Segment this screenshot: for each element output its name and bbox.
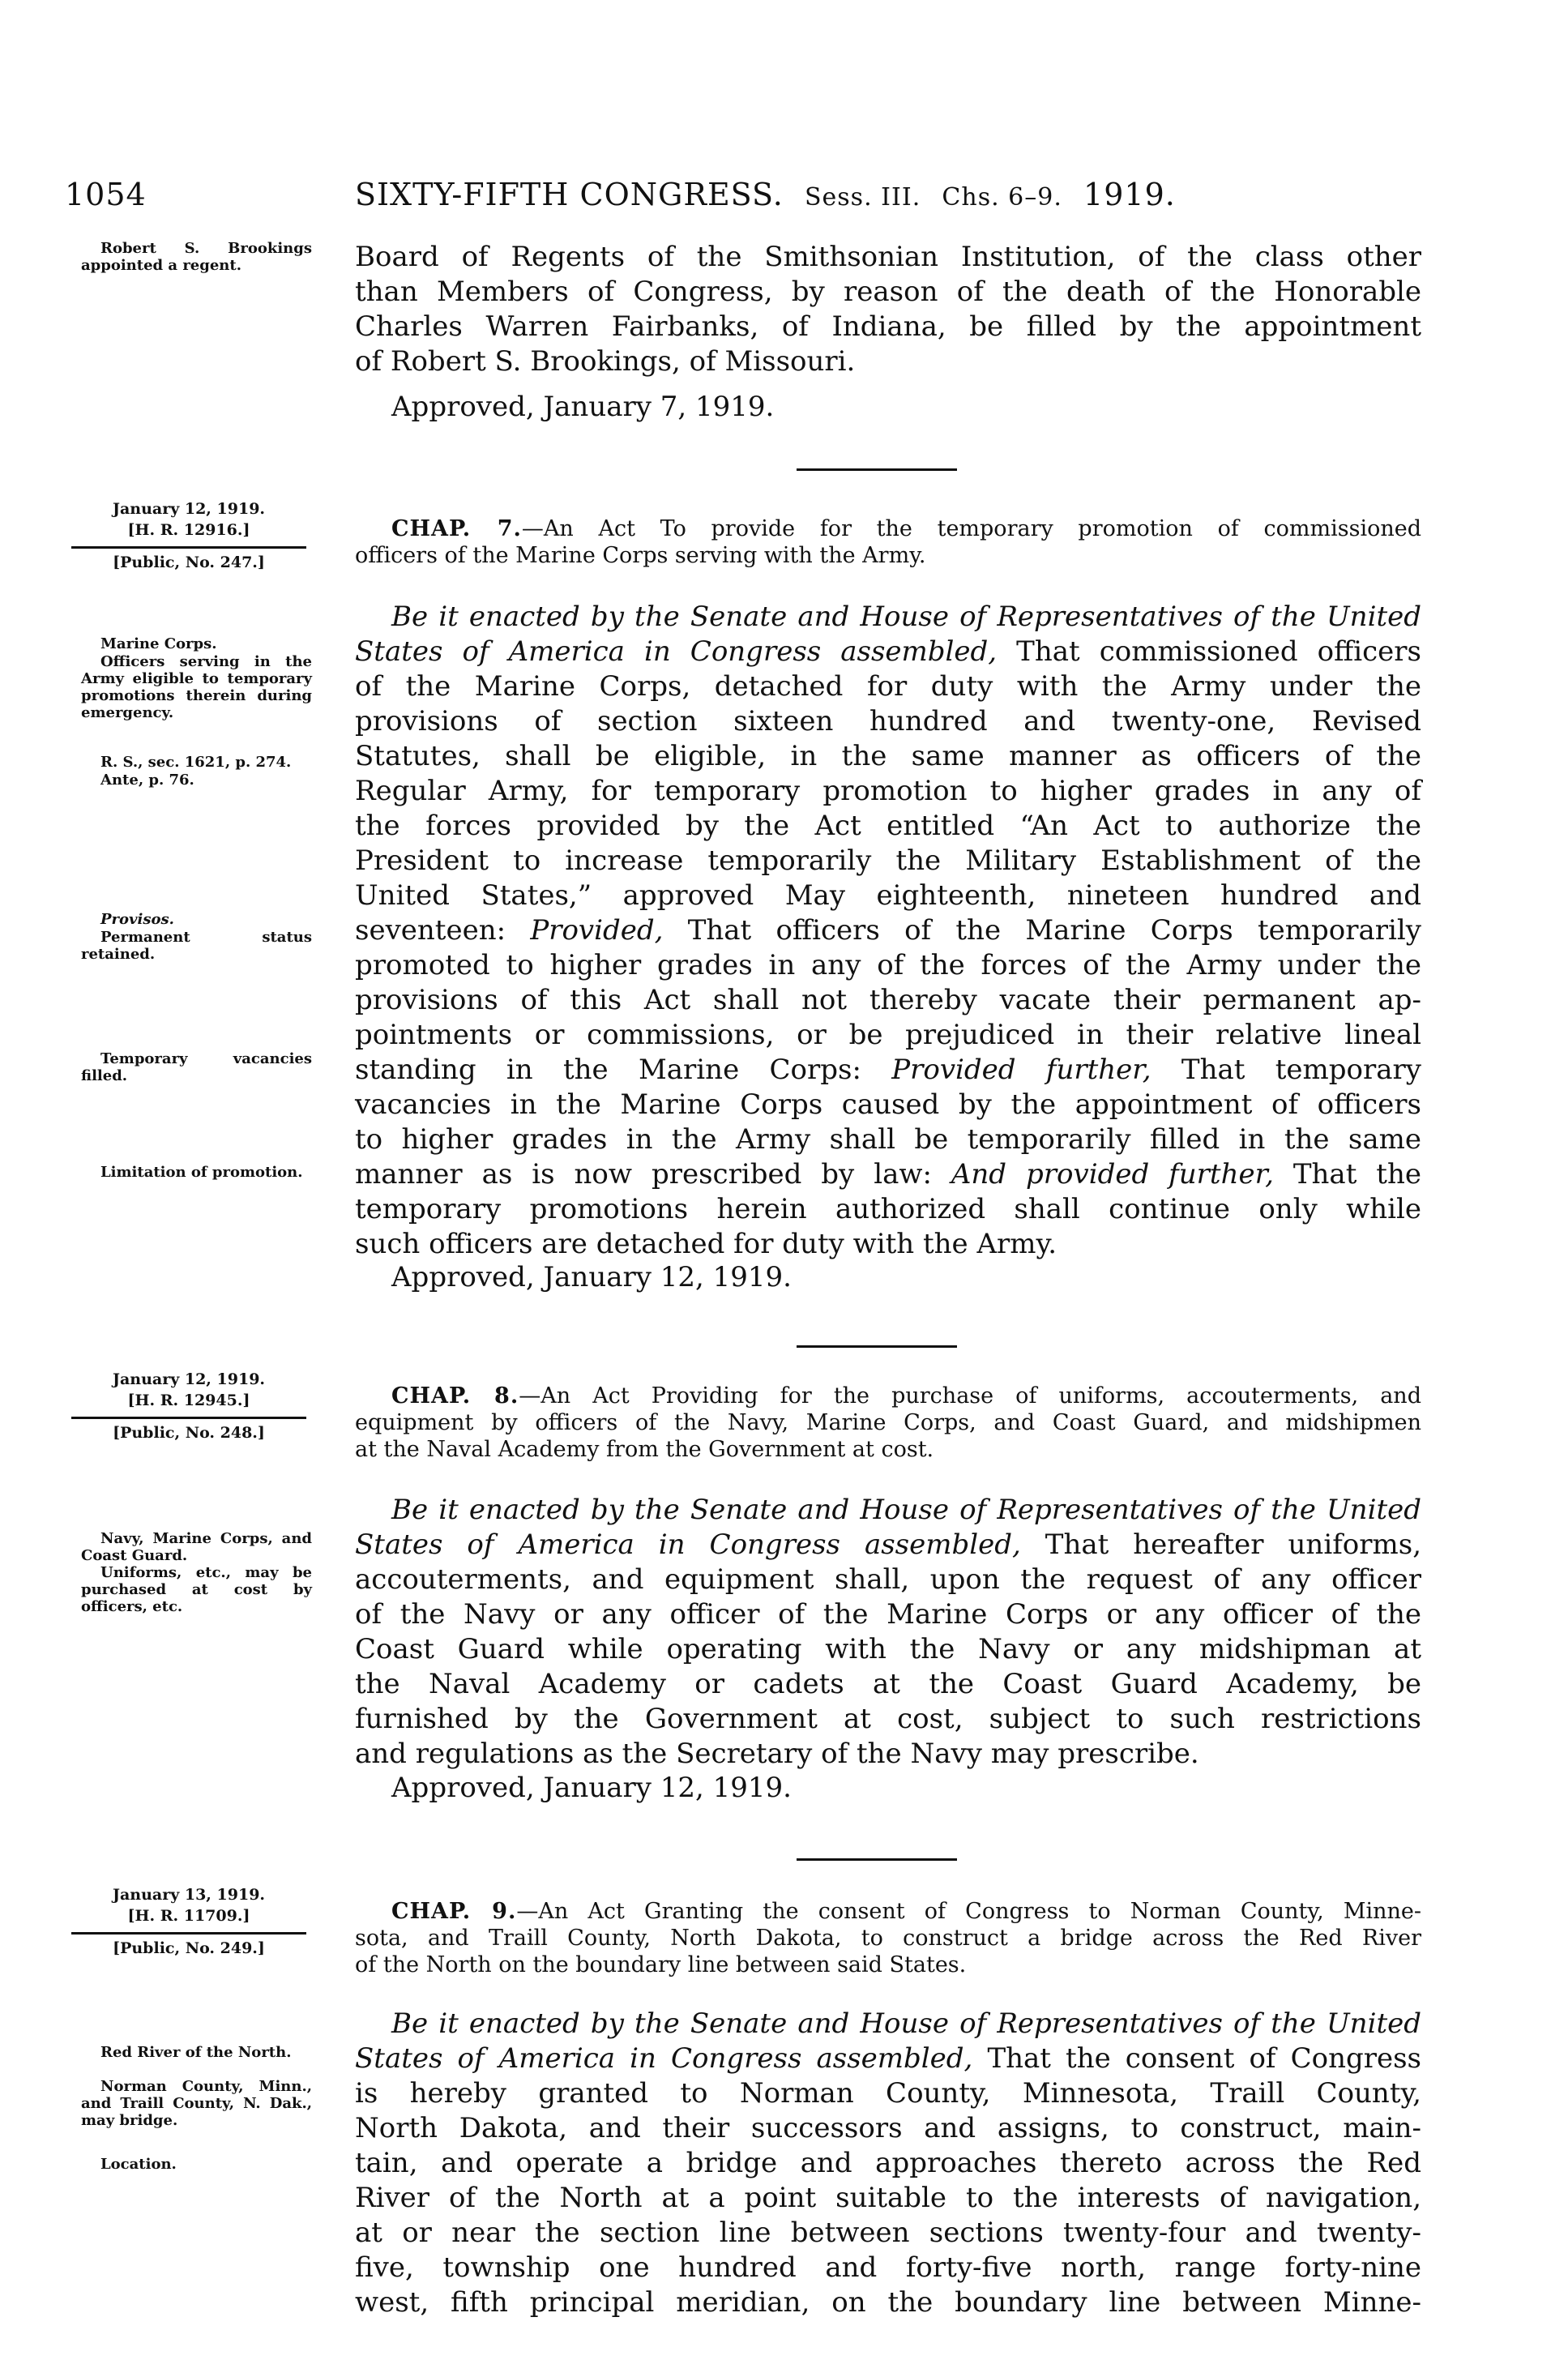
margin-public-number: [Public, No. 249.] <box>113 1939 265 1957</box>
margin-note: Red River of the North. <box>100 2044 292 2061</box>
text-line <box>355 344 1421 379</box>
margin-note: Officers serving in the Army eligible to temporary promotions therein during emergency. <box>81 653 312 721</box>
margin-date: January 12, 1919. <box>112 500 266 518</box>
text-segment: United States,” approved May eighteenth, nineteen hundred and <box>355 879 1421 912</box>
section-rule <box>797 1345 957 1348</box>
text-line <box>355 1088 1421 1122</box>
title-text: —An Act To provide for the temporary promotion of commissioned <box>521 516 1421 541</box>
text-line <box>355 2285 1421 2320</box>
text-segment: and regulations as the Secretary of the Navy may prescribe. <box>355 1738 1199 1770</box>
title-text: sota, and Traill County, North Dakota, to construct a bridge across the Red River <box>355 1926 1421 1951</box>
text-segment: promoted to higher grades in any of the forces of the Army under the <box>355 949 1421 981</box>
text-line <box>355 1737 1421 1772</box>
text-segment: such officers are detached for duty with the Army. <box>355 1228 1057 1260</box>
chapter-6-text <box>355 240 1421 379</box>
congress-title: SIXTY-FIFTH CONGRESS. <box>355 177 784 212</box>
title-line <box>355 1952 1421 1978</box>
title-text: at the Naval Academy from the Government at cost. <box>355 1437 934 1462</box>
session: Sess. III. <box>804 183 921 212</box>
text-segment: manner as is now prescribed by law: <box>355 1158 951 1191</box>
text-line <box>355 1632 1421 1667</box>
text-segment: North Dakota, and their successors and assigns, to construct, main- <box>355 2112 1421 2144</box>
text-line <box>355 635 1421 669</box>
margin-bill: [H. R. 12916.] <box>127 521 250 539</box>
margin-rule <box>71 1932 306 1935</box>
title-line <box>355 1436 1421 1463</box>
title-line <box>355 1409 1421 1436</box>
text-line <box>355 809 1421 844</box>
text-line <box>355 2111 1421 2146</box>
chapter-label: CHAP. 9. <box>391 1899 517 1924</box>
text-line <box>355 983 1421 1018</box>
text-line <box>355 2076 1421 2111</box>
page-number: 1054 <box>65 177 147 212</box>
margin-date: January 12, 1919. <box>112 1370 266 1388</box>
text-segment: furnished by the Government at cost, subject to such restrictions <box>355 1703 1421 1735</box>
chapters: Chs. 6–9. <box>942 183 1062 212</box>
text-line <box>355 1563 1421 1597</box>
chapter-title <box>355 1383 1421 1463</box>
margin-note: Navy, Marine Corps, and Coast Guard. <box>81 1530 312 1564</box>
margin-rule <box>71 1417 306 1419</box>
chapter-label: CHAP. 7. <box>391 516 522 541</box>
title-line <box>355 515 1421 542</box>
margin-note: Limitation of promotion. <box>100 1164 303 1181</box>
text-line <box>355 948 1421 983</box>
text-line <box>355 1018 1421 1053</box>
text-line <box>355 1053 1421 1088</box>
margin-public-number: [Public, No. 248.] <box>113 1424 265 1442</box>
margin-public-number: [Public, No. 247.] <box>113 554 265 571</box>
title-text: of the North on the boundary line between said States. <box>355 1952 967 1977</box>
text-segment: west, fifth principal meridian, on the boundary line between Minne- <box>355 2286 1421 2319</box>
text-segment: River of the North at a point suitable to the interests of navigation, <box>355 2182 1421 2214</box>
text-segment: That temporary <box>1151 1054 1421 1086</box>
italic-segment: Be it enacted by the Senate and House of Representatives of the United <box>391 2007 1421 2040</box>
text-segment: accouterments, and equipment shall, upon the request of any officer <box>355 1563 1421 1596</box>
text-segment: Statutes, shall be eligible, in the same manner as officers of the <box>355 740 1421 772</box>
text-line <box>355 2216 1421 2251</box>
year: 1919. <box>1083 177 1176 212</box>
margin-note: Norman County, Minn., and Traill County, N. Dak., may bridge. <box>81 2078 312 2129</box>
title-line <box>355 1383 1421 1409</box>
margin-note: Location. <box>100 2156 177 2173</box>
margin-rule <box>71 546 306 549</box>
text-line <box>355 844 1421 879</box>
text-line <box>355 2007 1421 2041</box>
text-segment: Regular Army, for temporary promotion to higher grades in any of <box>355 775 1421 807</box>
text-segment: seventeen: <box>355 914 531 947</box>
italic-segment: States of America in Congress assembled, <box>355 2042 973 2075</box>
text-line <box>355 739 1421 774</box>
text-segment: of the Marine Corps, detached for duty with the Army under the <box>355 670 1421 703</box>
text-line <box>355 1528 1421 1563</box>
text-segment: is hereby granted to Norman County, Minnesota, Traill County, <box>355 2077 1421 2110</box>
margin-note: Permanent status retained. <box>81 929 312 963</box>
text-segment: Charles Warren Fairbanks, of Indiana, be filled by the appointment <box>355 310 1421 343</box>
title-text: —An Act Providing for the purchase of uniforms, accouterments, and <box>519 1383 1421 1409</box>
italic-segment: States of America in Congress assembled, <box>355 1528 1021 1561</box>
text-segment: vacancies in the Marine Corps caused by the appointment of officers <box>355 1088 1421 1121</box>
text-line <box>355 2041 1421 2076</box>
italic-segment: States of America in Congress assembled, <box>355 635 998 668</box>
chapter-label: CHAP. 8. <box>391 1383 519 1409</box>
text-line <box>355 1597 1421 1632</box>
chapter-7-text <box>355 600 1421 1262</box>
text-line <box>355 879 1421 913</box>
title-text: —An Act Granting the consent of Congress to Norman County, Minne- <box>516 1899 1421 1924</box>
text-line <box>355 2181 1421 2216</box>
chapter-8-text <box>355 1493 1421 1772</box>
chapter-title <box>355 515 1421 569</box>
text-line <box>355 1702 1421 1737</box>
text-segment: provisions of section sixteen hundred and twenty-one, Revised <box>355 705 1421 737</box>
text-segment: President to increase temporarily the Military Establishment of the <box>355 844 1421 877</box>
section-rule <box>797 468 957 471</box>
text-line <box>355 1192 1421 1227</box>
italic-segment: Be it enacted by the Senate and House of Representatives of the United <box>391 601 1421 633</box>
text-segment: tain, and operate a bridge and approaches thereto across the Red <box>355 2147 1421 2179</box>
text-line <box>355 1157 1421 1192</box>
margin-note: R. S., sec. 1621, p. 274. <box>100 754 292 771</box>
text-segment: the Naval Academy or cadets at the Coast Guard Academy, be <box>355 1668 1421 1700</box>
text-line <box>355 2146 1421 2181</box>
italic-segment: Be it enacted by the Senate and House of Representatives of the United <box>391 1494 1421 1526</box>
text-line <box>355 240 1421 275</box>
margin-note: Ante, p. 76. <box>100 772 194 789</box>
text-segment: than Members of Congress, by reason of the death of the Honorable <box>355 276 1421 308</box>
text-line <box>355 1493 1421 1528</box>
text-line <box>355 704 1421 739</box>
margin-note: Provisos. <box>100 911 174 928</box>
text-line <box>355 310 1421 344</box>
approved-date: Approved, January 12, 1919. <box>391 1261 792 1293</box>
margin-note: Marine Corps. <box>100 635 217 652</box>
text-line <box>355 275 1421 310</box>
text-line <box>355 600 1421 635</box>
margin-note: Temporary vacancies filled. <box>81 1050 312 1084</box>
margin-note: Robert S. Brookings appointed a regent. <box>81 240 312 274</box>
text-segment: pointments or commissions, or be prejudiced in their relative lineal <box>355 1019 1421 1051</box>
text-line <box>355 1227 1421 1262</box>
text-segment: That hereafter uniforms, <box>1020 1528 1422 1561</box>
approved-date: Approved, January 7, 1919. <box>391 391 775 423</box>
title-text: equipment by officers of the Navy, Marine Corps, and Coast Guard, and midshipmen <box>355 1410 1421 1435</box>
text-segment: of the Navy or any officer of the Marine Corps or any officer of the <box>355 1598 1421 1631</box>
margin-bill: [H. R. 12945.] <box>127 1392 250 1409</box>
text-segment: to higher grades in the Army shall be temporarily filled in the same <box>355 1123 1421 1156</box>
chapter-9-text <box>355 2007 1421 2320</box>
text-segment: the forces provided by the Act entitled “An Act to authorize the <box>355 810 1421 842</box>
text-line <box>355 669 1421 704</box>
text-segment: of Robert S. Brookings, of Missouri. <box>355 345 856 378</box>
italic-segment: And provided further, <box>951 1158 1274 1191</box>
text-segment: That the consent of Congress <box>972 2042 1421 2075</box>
text-segment: temporary promotions herein authorized shall continue only while <box>355 1193 1421 1225</box>
italic-segment: Provided further, <box>891 1054 1151 1086</box>
approved-date: Approved, January 12, 1919. <box>391 1772 792 1804</box>
text-segment: Coast Guard while operating with the Navy or any midshipman at <box>355 1633 1421 1665</box>
title-line <box>355 1898 1421 1925</box>
text-line <box>355 1122 1421 1157</box>
text-line <box>355 774 1421 809</box>
text-segment: standing in the Marine Corps: <box>355 1054 892 1086</box>
text-segment: That officers of the Marine Corps temporarily <box>663 914 1421 947</box>
text-segment: That the <box>1273 1158 1421 1191</box>
italic-segment: Provided, <box>530 914 664 947</box>
title-text: officers of the Marine Corps serving with the Army. <box>355 543 926 568</box>
title-line <box>355 542 1421 569</box>
margin-date: January 13, 1919. <box>112 1886 266 1904</box>
text-segment: That commissioned officers <box>997 635 1422 668</box>
text-segment: provisions of this Act shall not thereby vacate their permanent ap- <box>355 984 1421 1016</box>
title-line <box>355 1925 1421 1952</box>
section-rule <box>797 1858 957 1861</box>
text-segment: Board of Regents of the Smithsonian Institution, of the class other <box>355 241 1421 273</box>
margin-bill: [H. R. 11709.] <box>127 1907 250 1925</box>
chapter-title <box>355 1898 1421 1978</box>
text-line <box>355 913 1421 948</box>
text-segment: five, township one hundred and forty-five north, range forty-nine <box>355 2251 1421 2284</box>
text-segment: at or near the section line between sections twenty-four and twenty- <box>355 2217 1421 2249</box>
running-head <box>355 177 1176 212</box>
text-line <box>355 1667 1421 1702</box>
margin-note: Uniforms, etc., may be purchased at cost by officers, etc. <box>81 1564 312 1615</box>
text-line <box>355 2251 1421 2285</box>
